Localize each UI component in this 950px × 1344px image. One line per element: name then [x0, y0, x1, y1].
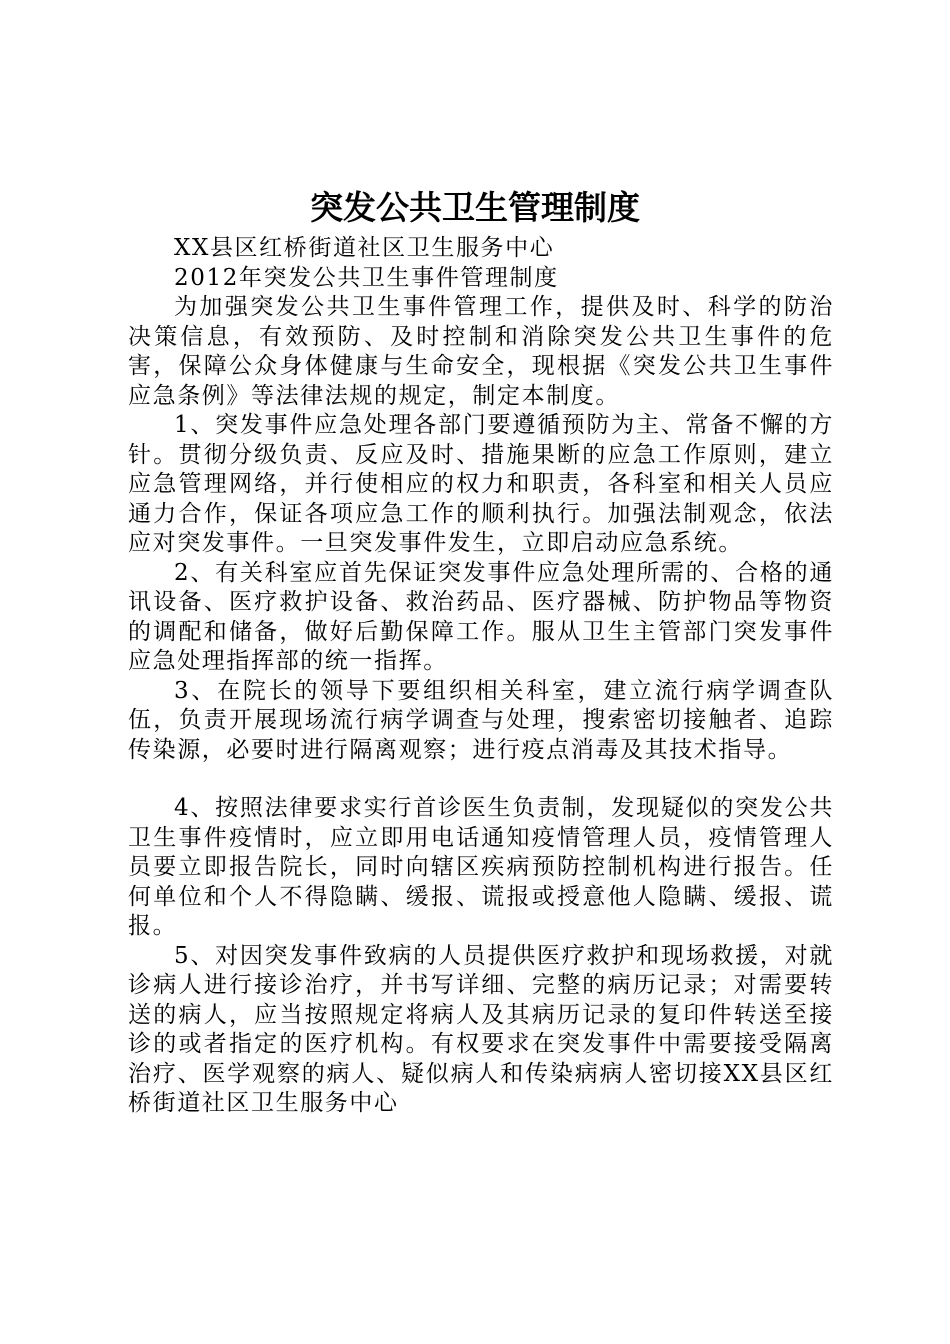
- clause-1-paragraph: 1、突发事件应急处理各部门要遵循预防为主、常备不懈的方针。贯彻分级负责、反应及时、措施果断的应急工作原则，建立应急管理网络，并行使相应的权力和职责，各科室和相关人员应通力合作，保证各项应急工作的顺利执行。加强法制观念，依法应对突发事件。一旦突发事件发生，立即启动应急系统。: [128, 412, 834, 556]
- org-name-line: XX县区红桥街道社区卫生服务中心: [174, 235, 555, 261]
- clause-5-paragraph: 5、对因突发事件致病的人员提供医疗救护和现场救援，对就诊病人进行接诊治疗，并书写详细、完整的病历记录；对需要转送的病人，应当按照规定将病人及其病历记录的复印件转送至接诊的或者指定的医疗机构。有权要求在突发事件中需要接受隔离治疗、医学观察的病人、疑似病人和传染病病人密切接XX县区红桥街道社区卫生服务中心: [128, 942, 834, 1116]
- document-title: 突发公共卫生管理制度: [310, 188, 640, 227]
- document-body: [128, 234, 834, 1119]
- clause-4-paragraph: 4、按照法律要求实行首诊医生负责制，发现疑似的突发公共卫生事件疫情时，应立即用电话通知疫情管理人员，疫情管理人员要立即报告院长，同时向辖区疾病预防控制机构进行报告。任何单位和个人不得隐瞒、缓报、谎报或授意他人隐瞒、缓报、谎报。: [128, 795, 834, 939]
- clause-2-paragraph: 2、有关科室应首先保证突发事件应急处理所需的、合格的通讯设备、医疗救护设备、救治药品、医疗器械、防护物品等物资的调配和储备，做好后勤保障工作。服从卫生主管部门突发事件应急处理指挥部的统一指挥。: [128, 559, 834, 674]
- subtitle-line: 2012年突发公共卫生事件管理制度: [174, 264, 559, 291]
- clause-3-paragraph: 3、在院长的领导下要组织相关科室，建立流行病学调查队伍，负责开展现场流行病学调查与处理，搜索密切接触者、追踪传染源，必要时进行隔离观察；进行疫点消毒及其技术指导。: [128, 677, 834, 763]
- intro-paragraph: 为加强突发公共卫生事件管理工作，提供及时、科学的防治决策信息，有效预防、及时控制和消除突发公共卫生事件的危害，保障公众身体健康与生命安全，现根据《突发公共卫生事件应急条例》等法律法规的规定，制定本制度。: [128, 294, 834, 409]
